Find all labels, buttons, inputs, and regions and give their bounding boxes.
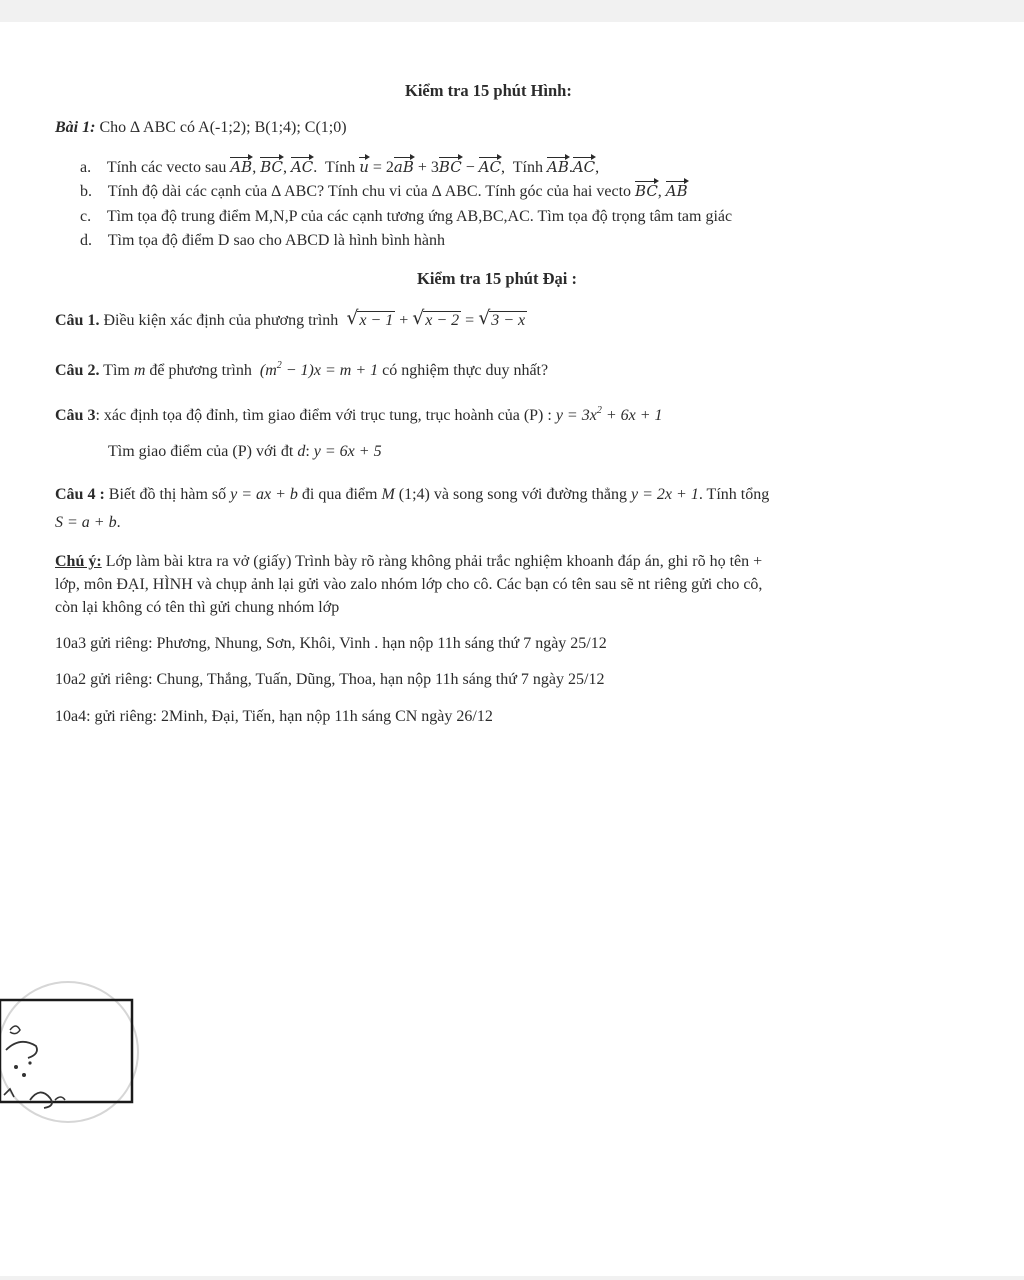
chuy-line2: lớp, môn ĐẠI, HÌNH và chụp ảnh lại gửi vào zalo nhóm lớp cho cô. Các bạn có tên sau sẽ nt riêng gửi cho cô, [55,576,763,593]
chuy-label: Chú ý: [55,553,102,570]
note-10a2: 10a2 gửi riêng: Chung, Thắng, Tuấn, Dũng, Thoa, hạn nộp 11h sáng thứ 7 ngày 25/12 [55,671,605,688]
cau3-label: Câu 3 [55,407,96,424]
bai1-text: Cho [99,119,127,136]
title-dai: Kiểm tra 15 phút Đại : [417,269,577,288]
item-a-prefix: a. [80,159,92,176]
cau2-text-b: để phương trình [149,362,252,379]
cau3-line2: Tìm giao điểm của (P) với đt d: y = 6x + 5 [108,443,382,460]
cau4-text-a: Biết đồ thị hàm số [108,486,227,503]
item-c-prefix: c. [80,208,92,225]
cau1-line: Câu 1. Điều kiện xác định của phương trình √ x − 1 + √ x − 2 = √ 3 − x [55,307,526,329]
chuy-text1: Lớp làm bài ktra ra vở (giấy) Trình bày rõ ràng không phải trắc nghiệm khoanh đáp án, ghi rõ họ tên + [101,553,763,570]
chuy-line3: còn lại không có tên thì gửi chung nhóm lớp [55,599,340,616]
bai1-label: Bài 1: [55,119,96,136]
cau3-line: Câu 3: xác định tọa độ đỉnh, tìm giao điểm với trục tung, trục hoành của (P) : $y = 3x^2 + 6x + 1$ [55,405,663,424]
item-a: a. Tính các vecto sau AB, BC, AC. Tính u = 2aB + 3BC − AC, Tính AB.AC, [80,158,600,176]
item-a-text: Tính các vecto sau [106,159,227,176]
item-d [80,230,445,252]
bottom-bar [0,1276,1024,1280]
item-d-text: Tìm tọa độ điểm D sao cho ABCD là hình bình hành [107,232,446,249]
bai1-line [55,117,347,139]
cau4-text-d: . Tính tổng [698,486,770,503]
cau1-label: Câu 1. [55,312,100,329]
cau2-text-c: có nghiệm thực duy nhất? [382,362,549,379]
cau3-text: : xác định tọa độ đỉnh, tìm giao điểm với trục tung, trục hoành của (P) : [95,407,552,424]
cau2-line: Câu 2. Tìm m để phương trình $(m^2 - 1)x = m + 1$ có nghiệm thực duy nhất? [55,360,549,379]
item-b: b. Tính độ dài các cạnh của ∆ ABC? Tính chu vi của ∆ ABC. Tính góc của hai vecto BC, AB [80,182,688,200]
item-d-prefix: d. [80,232,92,249]
item-c-text: Tìm tọa độ trung điểm M,N,P của các cạnh tương ứng AB,BC,AC. Tìm tọa độ trọng tâm tam giác [106,208,733,225]
cau4-label: Câu 4 : [55,486,105,503]
stamp-logo [0,975,142,1130]
cau2-label: Câu 2. [55,362,100,379]
item-a-tinh2: Tính [512,159,543,176]
top-bar [0,0,1024,22]
item-b-prefix: b. [80,183,92,200]
title-hinh: Kiểm tra 15 phút Hình: [405,81,572,100]
item-b-text: Tính độ dài các cạnh của ∆ ABC? Tính chu vi của ∆ ABC. Tính góc của hai vecto [107,183,632,200]
bai1-tri: ∆ ABC có A(-1;2); B(1;4); C(1;0) [130,119,347,136]
cau1-text: Điều kiện xác định của phương trình [103,312,339,329]
cau4-line: Câu 4 : Biết đồ thị hàm số y = ax + b đi qua điểm M (1;4) và song song với đường thẳng y = 2x + 1. Tính tổng [55,486,770,503]
note-10a3: 10a3 gửi riêng: Phương, Nhung, Sơn, Khôi, Vinh . hạn nộp 11h sáng thứ 7 ngày 25/12 [55,635,607,652]
item-c [80,206,732,228]
cau4-line2: S = a + b. [55,514,121,531]
cau4-text-c: và song song với đường thẳng [433,486,628,503]
note-10a4: 10a4: gửi riêng: 2Minh, Đại, Tiến, hạn nộp 11h sáng CN ngày 26/12 [55,708,493,725]
item-a-tinh: Tính [325,159,356,176]
cau2-text-a: Tìm [103,362,130,379]
cau4-text-b: đi qua điểm [301,486,378,503]
cau3-line2-text: Tìm giao điểm của (P) với đt [108,443,294,460]
chuy-line1 [55,551,762,573]
